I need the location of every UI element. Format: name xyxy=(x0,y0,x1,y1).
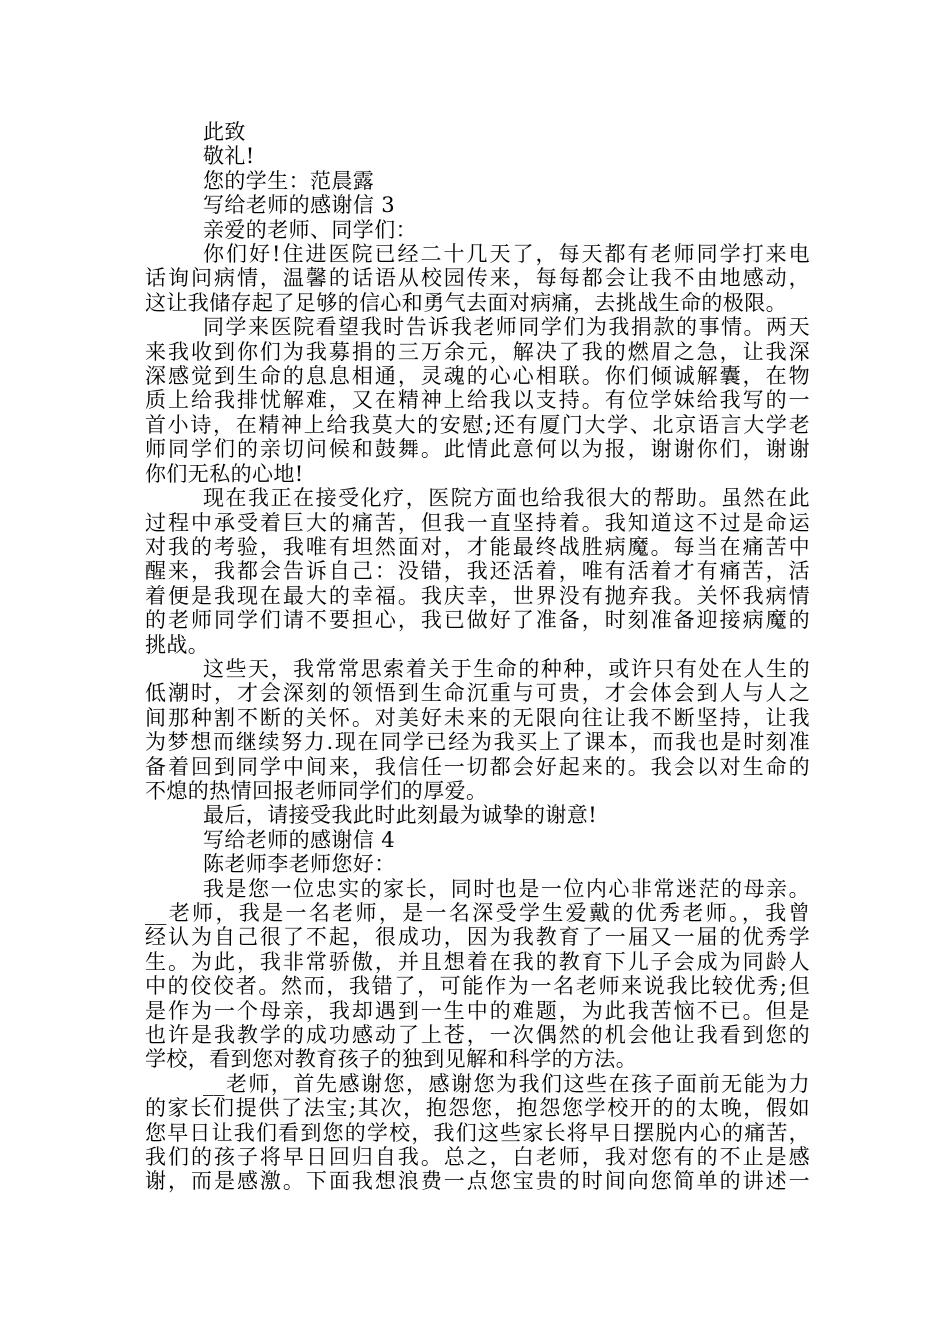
text-line: 这让我储存起了足够的信心和勇气去面对病痛，去挑战生命的极限。 xyxy=(145,290,787,315)
text-line: __老师，首先感谢您，感谢您为我们这些在孩子面前无能为力 xyxy=(203,1071,810,1096)
text-line: 中的佼佼者。然而，我错了，可能作为一名老师来说我比较优秀;但 xyxy=(145,974,810,999)
text-line: 低潮时，才会深刻的领悟到生命沉重与可贵，才会体会到人与人之 xyxy=(145,681,810,706)
text-line: 首小诗，在精神上给我莫大的安慰;还有厦门大学、北京语言大学老 xyxy=(145,412,810,437)
text-line: 质上给我排忧解难，又在精神上给我以支持。有位学妹给我写的一 xyxy=(145,388,810,413)
text-line: 最后，请接受我此时此刻最为诚挚的谢意! xyxy=(203,803,598,828)
text-line: 敬礼! xyxy=(203,144,255,169)
text-line: 您早日让我们看到您的学校，我们这些家长将早日摆脱内心的痛苦， xyxy=(145,1120,810,1145)
text-line: 备着回到同学中间来，我信任一切都会好起来的。我会以对生命的 xyxy=(145,754,810,779)
text-line: 写给老师的感谢信 3 xyxy=(203,193,396,218)
text-line: __老师，我是一名老师，是一名深受学生爱戴的优秀老师。，我曾 xyxy=(145,901,810,925)
text-line: 亲爱的老师、同学们： xyxy=(203,217,417,242)
text-line: 写给老师的感谢信 4 xyxy=(203,827,396,852)
text-line: 经认为自己很了不起，很成功，因为我教育了一届又一届的优秀学 xyxy=(145,925,810,950)
text-line: 谢，而是感激。下面我想浪费一点您宝贵的时间向您简单的讲述一 xyxy=(145,1169,810,1194)
text-line: 的家长们提供了法宝;其次，抱怨您，抱怨您学校开的的太晚，假如 xyxy=(145,1096,810,1121)
text-line: 是作为一个母亲，我却遇到一生中的难题，为此我苦恼不已。但是 xyxy=(145,998,810,1023)
text-line: 间那种割不断的关怀。对美好未来的无限向往让我不断坚持，让我 xyxy=(145,705,810,730)
text-line: 话询问病情，温馨的话语从校园传来，每每都会让我不由地感动， xyxy=(145,266,810,291)
text-line: 来我收到你们为我募捐的三万余元，解决了我的燃眉之急，让我深 xyxy=(145,339,810,364)
text-line: 深感觉到生命的息息相通，灵魂的心心相联。你们倾诚解囊，在物 xyxy=(145,364,810,389)
text-line: 您的学生：范晨露 xyxy=(203,168,375,193)
text-line: 醒来，我都会告诉自己：没错，我还活着，唯有活着才有痛苦，活 xyxy=(145,559,810,584)
text-line: 师同学们的亲切问候和鼓舞。此情此意何以为报，谢谢你们，谢谢 xyxy=(145,437,810,462)
text-line: 也许是我教学的成功感动了上苍，一次偶然的机会他让我看到您的 xyxy=(145,1023,810,1048)
text-line: 你们好!住进医院已经二十几天了，每天都有老师同学打来电 xyxy=(203,242,810,267)
text-line: 学校，看到您对教育孩子的独到见解和科学的方法。 xyxy=(145,1047,638,1072)
text-line: 挑战。 xyxy=(145,632,210,657)
text-line: 现在我正在接受化疗，医院方面也给我很大的帮助。虽然在此 xyxy=(203,486,810,511)
document-page xyxy=(145,120,810,1194)
text-line: 不熄的热情回报老师同学们的厚爱。 xyxy=(145,778,488,803)
text-line: 为梦想而继续努力.现在同学已经为我买上了课本，而我也是时刻准 xyxy=(145,730,810,755)
text-line: 此致 xyxy=(203,120,246,144)
text-line: 对我的考验，我唯有坦然面对，才能最终战胜病魔。每当在痛苦中 xyxy=(145,534,810,559)
text-line: 陈老师李老师您好： xyxy=(203,852,396,877)
text-line: 你们无私的心地! xyxy=(145,461,304,486)
text-line: 过程中承受着巨大的痛苦，但我一直坚持着。我知道这不过是命运 xyxy=(145,510,810,535)
text-line: 我们的孩子将早日回归自我。总之，白老师，我对您有的不止是感 xyxy=(145,1145,810,1170)
text-line: 着便是我现在最大的幸福。我庆幸，世界没有抛弃我。关怀我病情 xyxy=(145,583,810,608)
text-line: 生。为此，我非常骄傲，并且想着在我的教育下儿子会成为同龄人 xyxy=(145,949,810,974)
text-line: 我是您一位忠实的家长，同时也是一位内心非常迷茫的母亲。 xyxy=(203,876,810,901)
text-line: 同学来医院看望我时告诉我老师同学们为我捐款的事情。两天 xyxy=(203,315,810,340)
text-line: 这些天，我常常思索着关于生命的种种，或许只有处在人生的 xyxy=(203,656,810,681)
text-line: 的老师同学们请不要担心，我已做好了准备，时刻准备迎接病魔的 xyxy=(145,608,810,633)
